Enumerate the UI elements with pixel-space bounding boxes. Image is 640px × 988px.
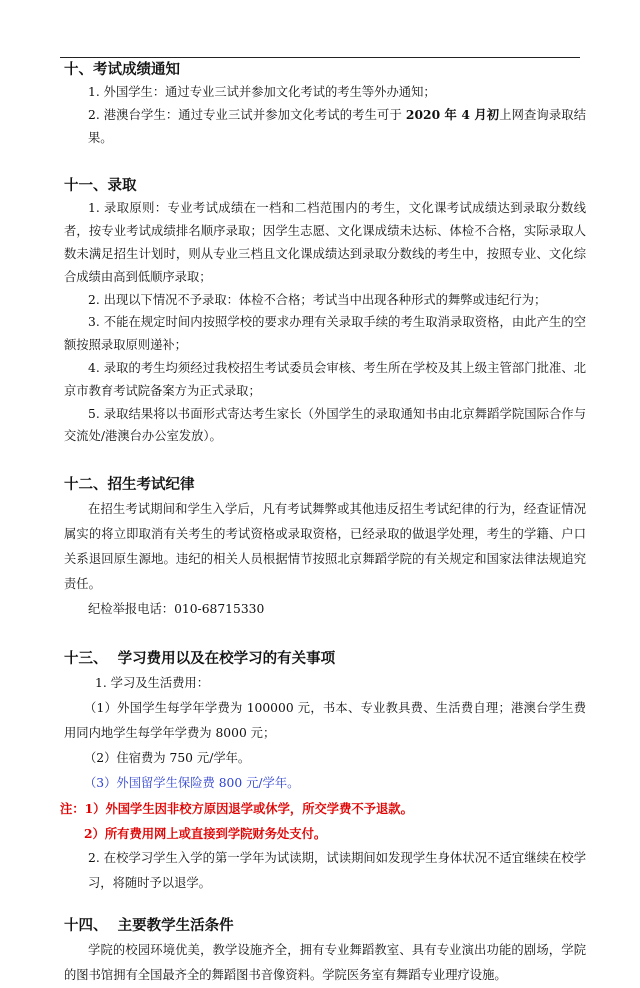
- paragraph: 3. 不能在规定时间内按照学校的要求办理有关录取手续的考生取消录取资格，由此产生的空额按照录取原则递补；: [64, 315, 586, 353]
- section-14: [64, 916, 586, 988]
- paragraph: （1）外国学生每学年学费为 100000 元，书本、专业教具费、生活费自理；港澳台学生费用同内地学生每学年学费为 8000 元；: [64, 701, 586, 741]
- paragraph: 5. 录取结果将以书面形式寄达考生家长（外国学生的录取通知书由北京舞蹈学院国际合作与交流处/港澳台办公室发放）。: [64, 406, 586, 444]
- paragraph: 学院的校园环境优美，教学设施齐全，拥有专业舞蹈教室、具有专业演出功能的剧场，学院的图书馆拥有全国最齐全的舞蹈图书音像资料。学院医务室有舞蹈专业理疗设施。: [64, 943, 586, 983]
- header-rule: [60, 57, 580, 58]
- note-payment: 2）所有费用网上或直接到学院财务处支付。: [84, 826, 327, 842]
- document-body: [60, 60, 586, 988]
- contact-phone: 纪检举报电话：010-68715330: [88, 602, 265, 617]
- section-heading: 十二、招生考试纪律: [64, 477, 195, 494]
- paragraph: 在招生考试期间和学生入学后，凡有考试舞弊或其他违反招生考试纪律的行为，经查证情况属实的将立即取消有关考生的考试资格或录取资格，已经录取的做退学处理，考生的学籍、户口关系退回原生源地。违纪的相关人员根据情节按照北京舞蹈学院的有关规定和国家法律法规追究责任。: [64, 502, 586, 592]
- paragraph: 1. 学习及生活费用：: [95, 676, 210, 691]
- section-heading: 十、考试成绩通知: [64, 62, 180, 78]
- section-10: [64, 60, 586, 149]
- note-refund: 注：1）外国学生因非校方原因退学或休学，所交学费不予退款。: [60, 801, 413, 817]
- paragraph: 1. 外国学生：通过专业三试并参加文化考试的考生等外办通知；: [88, 85, 436, 99]
- paragraph: 2. 在校学习学生入学的第一学年为试读期，试读期间如发现学生身体状况不适宜继续在校学习，将随时予以退学。: [88, 851, 586, 891]
- section-12: [64, 475, 586, 622]
- section-heading: 十四、 主要教学生活条件: [64, 918, 234, 935]
- paragraph: （2）住宿费为 750 元/学年。: [84, 751, 251, 766]
- section-heading: 十三、 学习费用以及在校学习的有关事项: [64, 651, 336, 668]
- paragraph: 2. 港澳台学生：通过专业三试并参加文化考试的考生可于 2020 年 4 月初上网查询录取结果。: [88, 106, 586, 145]
- paragraph: 1. 录取原则：专业考试成绩在一档和二档范围内的考生，文化课考试成绩达到录取分数线者，按专业考试成绩排名顺序录取；因学生志愿、文化课成绩未达标、体检不合格，实际录取人数未满足招生计划时，则从专业三档且文化课成绩达到录取分数线的考生中，按照专业、文化综合成绩由高到低顺序录取；: [64, 201, 586, 284]
- section-11: [64, 176, 586, 448]
- section-heading: 十一、录取: [64, 178, 137, 195]
- paragraph: 2. 出现以下情况不予录取：体检不合格；考试当中出现各种形式的舞弊或违纪行为；: [88, 292, 547, 307]
- paragraph: 4. 录取的考生均须经过我校招生考试委员会审核、考生所在学校及其上级主管部门批准、北京市教育考试院备案方为正式录取；: [64, 360, 586, 398]
- insurance-fee: （3）外国留学生保险费 800 元/学年。: [84, 776, 300, 791]
- section-13: [60, 649, 586, 896]
- emphasis-date: 2020 年 4 月初: [405, 106, 500, 122]
